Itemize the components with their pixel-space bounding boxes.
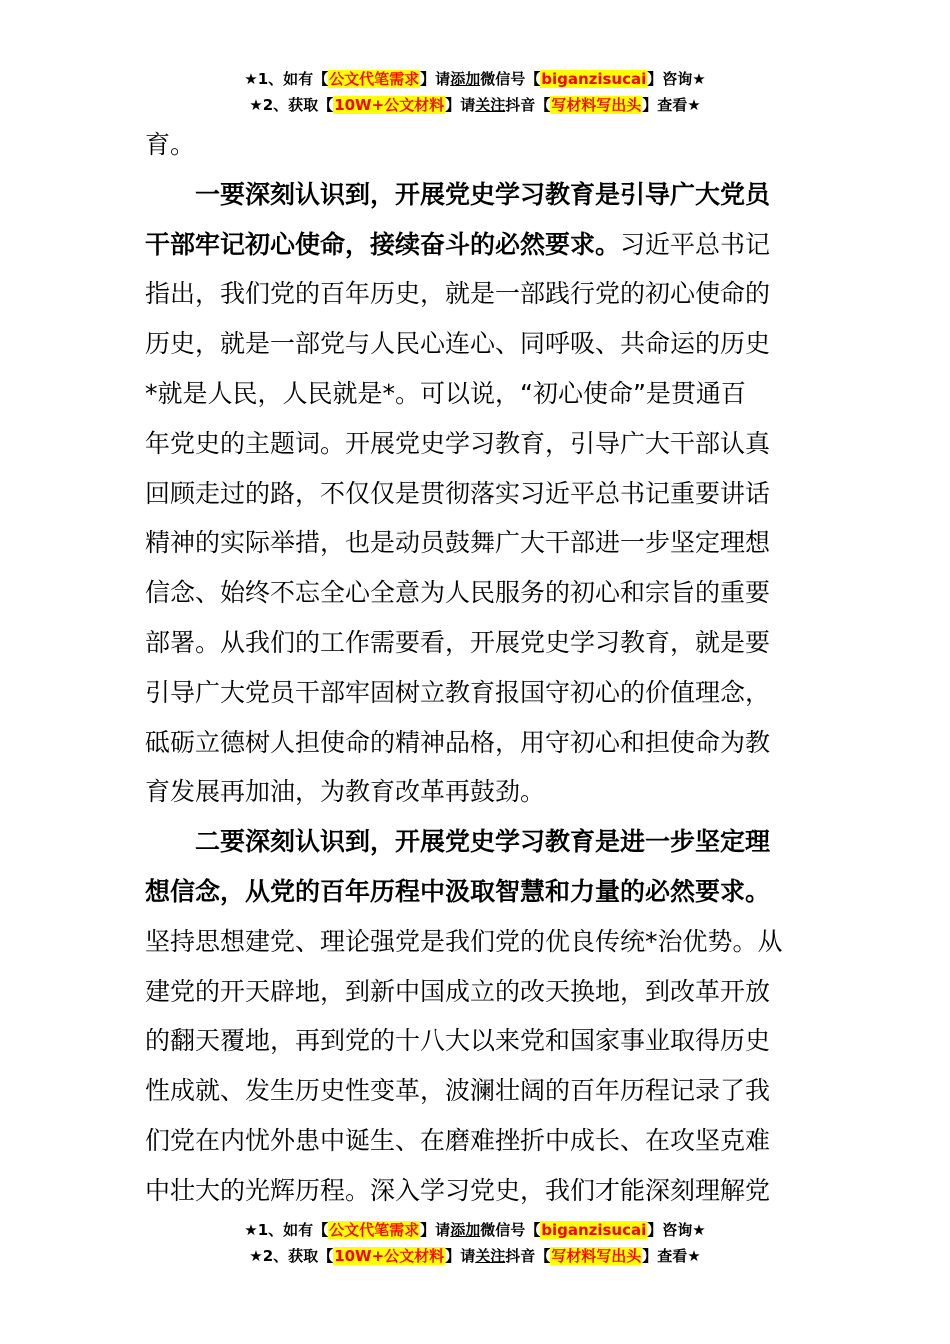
text-line [145, 469, 810, 519]
body-text: 引导广大党员干部牢固树立教育报国守初心的价值理念， [145, 677, 771, 707]
bold-heading-text: 一要深刻认识到，开展党史学习教育是引导广大党员 [195, 179, 771, 209]
header-banner [0, 66, 950, 118]
text-line [145, 1066, 810, 1116]
text-line [145, 419, 810, 469]
text-line [145, 718, 810, 768]
body-text: 指出，我们党的百年历史，就是一部践行党的初心使命的 [145, 279, 771, 309]
bold-heading-text: 想信念，从党的百年历程中汲取智慧和力量的必然要求。 [145, 876, 771, 906]
text-line [145, 618, 810, 668]
text-line [145, 817, 810, 867]
body-text: *就是人民，人民就是*。可以说，“初心使命”是贯通百 [145, 378, 746, 408]
highlight-materials: 10W+公文材料 [334, 1247, 445, 1265]
footer-banner [0, 1217, 950, 1269]
text-line [145, 668, 810, 718]
text-line [145, 967, 810, 1017]
text-line [145, 1166, 810, 1216]
text-line [145, 1016, 810, 1066]
body-text: 育发展再加油，为教育改革再鼓劲。 [145, 777, 546, 807]
highlight-wechat-id: biganzisucai [541, 1221, 647, 1239]
body-text: 年党史的主题词。开展党史学习教育，引导广大干部认真 [145, 428, 771, 458]
body-text: 的翻天覆地，再到党的十八大以来党和国家事业取得历史 [145, 1026, 771, 1056]
bold-heading-text: 二要深刻认识到，开展党史学习教育是进一步坚定理 [195, 827, 771, 857]
text-line [145, 369, 810, 419]
text-line [145, 1116, 810, 1166]
highlight-douyin-account: 写材料写出头 [551, 1247, 642, 1265]
text-line [145, 917, 810, 967]
body-text: 育。 [145, 130, 196, 159]
highlight-materials: 10W+公文材料 [334, 96, 445, 114]
banner-line-2: ★2、获取【10W+公文材料】请关注抖音【写材料写出头】查看★ [249, 1247, 701, 1265]
text-line [145, 518, 810, 568]
text-line [145, 269, 810, 319]
body-text: 中壮大的光辉历程。深入学习党史，我们才能深刻理解党 [145, 1175, 771, 1205]
text-line [145, 319, 810, 369]
banner-line-1: ★1、如有【公文代笔需求】请添加微信号【biganzisucai】咨询★ [244, 1221, 706, 1239]
body-text: 砥砺立德树人担使命的精神品格，用守初心和担使命为教 [145, 727, 771, 757]
bold-heading-text: 干部牢记初心使命，接续奋斗的必然要求。 [145, 229, 621, 259]
highlight-douyin-account: 写材料写出头 [551, 96, 642, 114]
text-line [145, 120, 810, 170]
body-text: 部署。从我们的工作需要看，开展党史学习教育，就是要 [145, 627, 771, 657]
banner-line-1: ★1、如有【公文代笔需求】请添加微信号【biganzisucai】咨询★ [244, 70, 706, 88]
text-line [145, 220, 810, 270]
body-text: 习近平总书记 [620, 229, 771, 259]
text-line [145, 767, 810, 817]
body-text: 坚持思想建党、理论强党是我们党的优良传统*治优势。从 [145, 926, 783, 956]
body-text: 性成就、发生历史性变革，波澜壮阔的百年历程记录了我 [145, 1076, 771, 1106]
document-body [145, 120, 810, 1216]
body-text: 精神的实际举措，也是动员鼓舞广大干部进一步坚定理想 [145, 528, 771, 558]
body-text: 回顾走过的路，不仅仅是贯彻落实习近平总书记重要讲话 [145, 478, 771, 508]
text-line [145, 568, 810, 618]
highlight-service: 公文代笔需求 [329, 1221, 420, 1239]
banner-line-2: ★2、获取【10W+公文材料】请关注抖音【写材料写出头】查看★ [249, 96, 701, 114]
text-line [145, 170, 810, 220]
highlight-wechat-id: biganzisucai [541, 70, 647, 88]
body-text: 历史，就是一部党与人民心连心、同呼吸、共命运的历史 [145, 329, 771, 359]
body-text: 建党的开天辟地，到新中国成立的改天换地，到改革开放 [145, 976, 771, 1006]
body-text: 信念、始终不忘全心全意为人民服务的初心和宗旨的重要 [145, 578, 771, 608]
body-text: 们党在内忧外患中诞生、在磨难挫折中成长、在攻坚克难 [145, 1125, 771, 1155]
highlight-service: 公文代笔需求 [329, 70, 420, 88]
text-line [145, 867, 810, 917]
